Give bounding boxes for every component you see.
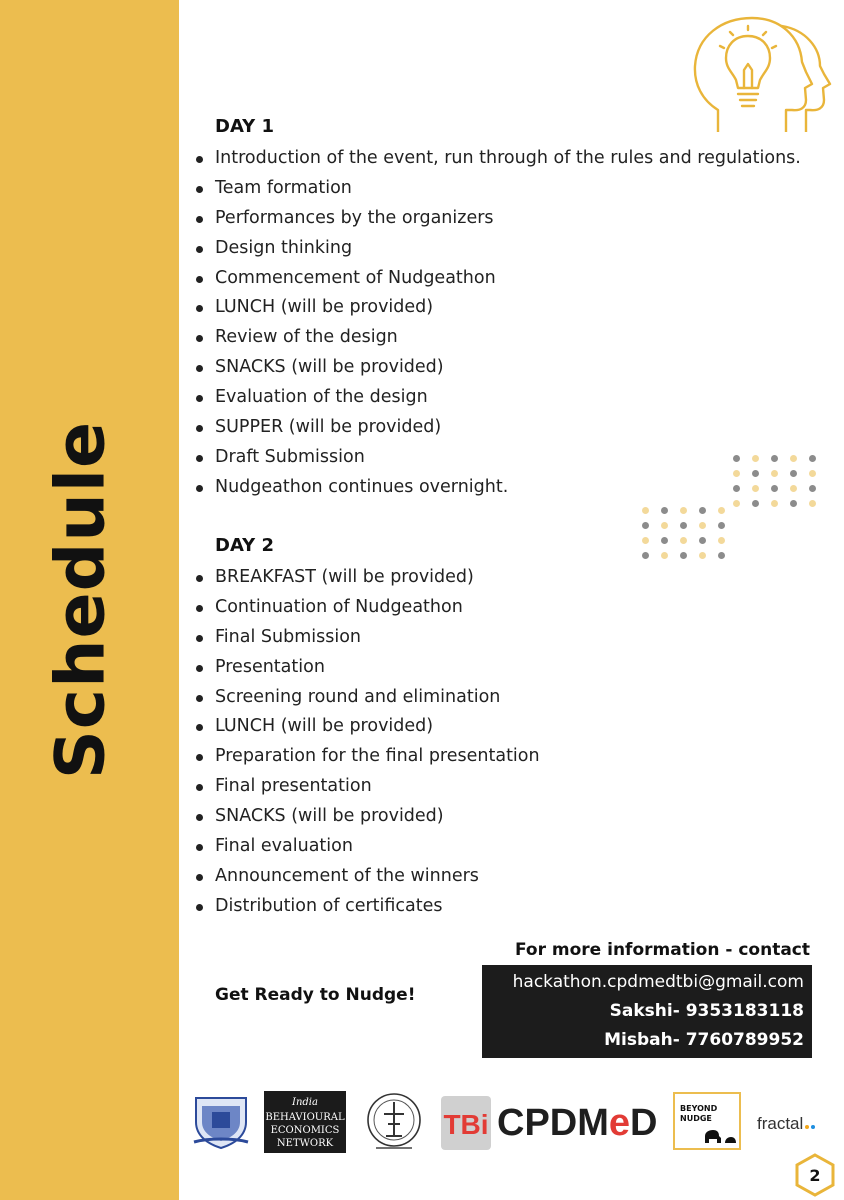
list-item: SNACKS (will be provided) [195,353,801,383]
list-item: Review of the design [195,323,801,353]
svg-text:NETWORK: NETWORK [276,1138,334,1149]
decorative-dot [718,537,725,544]
list-item: Distribution of certificates [195,892,540,922]
decorative-dot [680,522,687,529]
decorative-dot [733,470,740,477]
contact-phone-sakshi: Sakshi- 9353183118 [609,1001,804,1021]
decorative-dot [661,522,668,529]
decorative-dot [661,507,668,514]
decorative-dot-grid [733,455,817,511]
decorative-dot [752,470,759,477]
svg-text:BEHAVIOURAL: BEHAVIOURAL [265,1112,345,1123]
schedule-title: Schedule [41,420,121,780]
decorative-dot [733,485,740,492]
svg-text:2: 2 [809,1166,821,1185]
contact-box [482,965,812,1058]
day2-schedule-list [195,563,540,922]
decorative-dot [699,507,706,514]
decorative-dot [790,470,797,477]
list-item: LUNCH (will be provided) [195,293,801,323]
decorative-dot [718,522,725,529]
list-item: Evaluation of the design [195,383,801,413]
decorative-dot [809,500,816,507]
list-item: Draft Submission [195,443,801,473]
list-item: Nudgeathon continues overnight. [195,473,801,503]
head-lightbulb-icon [690,14,832,132]
tagline: Get Ready to Nudge! [215,985,416,1005]
list-item: BREAKFAST (will be provided) [195,563,540,593]
decorative-dot [699,552,706,559]
contact-heading: For more information - contact [515,940,810,960]
decorative-dot [771,485,778,492]
iben-logo [264,1091,346,1153]
decorative-dot [809,455,816,462]
list-item: Continuation of Nudgeathon [195,593,540,623]
decorative-dot [790,500,797,507]
list-item: Introduction of the event, run through of the rules and regulations. [195,144,801,174]
cpdmed-logo: CPDMeD [497,1102,658,1144]
decorative-dot [733,500,740,507]
decorative-dot [699,522,706,529]
svg-text:TBi: TBi [443,1109,489,1140]
page-number-badge [794,1153,836,1197]
decorative-dot [661,552,668,559]
decorative-dot [642,537,649,544]
list-item: Commencement of Nudgeathon [195,264,801,294]
decorative-dot [661,537,668,544]
iisc-emblem-logo [362,1090,426,1154]
list-item: Performances by the organizers [195,204,801,234]
decorative-dot [733,455,740,462]
decorative-dot [790,455,797,462]
list-item: Preparation for the final presentation [195,742,540,772]
decorative-dot [680,507,687,514]
decorative-dot [771,455,778,462]
decorative-dot [718,507,725,514]
college-crest-logo [190,1092,252,1150]
day1-title: DAY 1 [215,116,274,137]
decorative-dot [771,470,778,477]
day1-schedule-list [195,144,801,503]
list-item: Design thinking [195,234,801,264]
sidebar-band [0,0,179,1200]
decorative-dot [790,485,797,492]
decorative-dot [680,537,687,544]
list-item: SUPPER (will be provided) [195,413,801,443]
contact-email[interactable]: hackathon.cpdmedtbi@gmail.com [512,972,804,992]
list-item: Final evaluation [195,832,540,862]
svg-text:India: India [292,1097,318,1108]
list-item: Final Submission [195,623,540,653]
list-item: Presentation [195,653,540,683]
decorative-dot [809,485,816,492]
decorative-dot [680,552,687,559]
decorative-dot [642,507,649,514]
decorative-dot [718,552,725,559]
list-item: Announcement of the winners [195,862,540,892]
day2-title: DAY 2 [215,535,274,556]
list-item: SNACKS (will be provided) [195,802,540,832]
elephant-mouse-icon [703,1128,737,1144]
decorative-dot [752,455,759,462]
list-item: Team formation [195,174,801,204]
beyond-nudge-logo: BEYOND NUDGE [673,1092,741,1150]
decorative-dot [752,500,759,507]
list-item: Screening round and elimination [195,683,540,713]
decorative-dot-grid [642,507,726,563]
svg-text:ECONOMICS: ECONOMICS [270,1125,340,1136]
decorative-dot [809,470,816,477]
contact-phone-misbah: Misbah- 7760789952 [604,1030,804,1050]
fractal-logo: fractal [757,1114,815,1134]
decorative-dot [699,537,706,544]
decorative-dot [752,485,759,492]
decorative-dot [771,500,778,507]
decorative-dot [642,522,649,529]
list-item: Final presentation [195,772,540,802]
list-item: LUNCH (will be provided) [195,712,540,742]
decorative-dot [642,552,649,559]
tbi-logo [441,1096,491,1150]
